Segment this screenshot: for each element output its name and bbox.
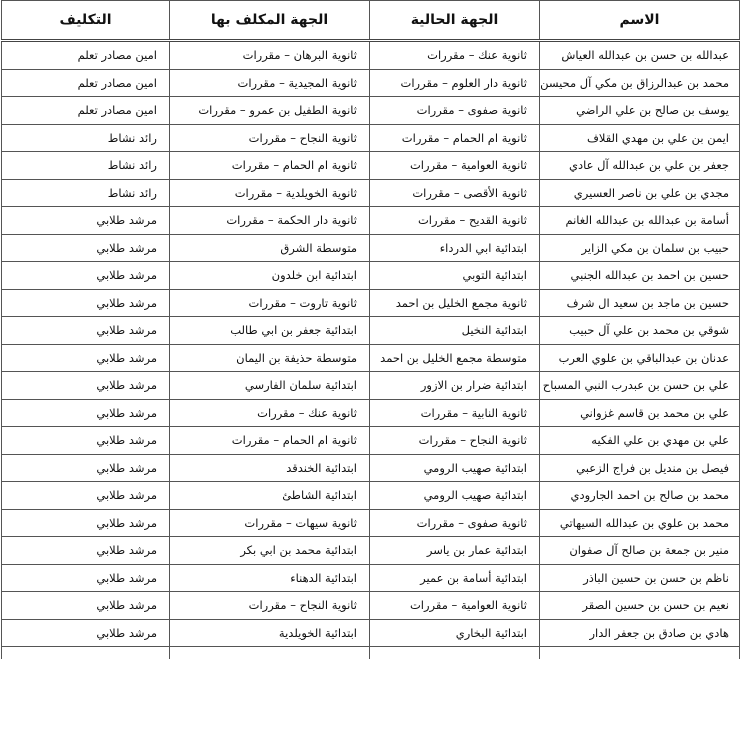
cell-name: مجدي بن علي بن ناصر العسيري (540, 179, 740, 207)
table-row (2, 207, 740, 235)
cell-assigned-entity: ابتدائية سلمان الفارسي (170, 372, 370, 400)
cell-name: محمد بن علوي بن عبدالله السيهاتي (540, 509, 740, 537)
cell-current-entity: ثانوية ام الحمام – مقررات (370, 124, 540, 152)
cell-assigned-entity: متوسطة الشرق (170, 234, 370, 262)
table-row (2, 262, 740, 290)
cell-task: مرشد طلابي (2, 454, 170, 482)
cell-current-entity: ثانوية العوامية – مقررات (370, 592, 540, 620)
cell-task: مرشد طلابي (2, 289, 170, 317)
table-body (2, 41, 740, 660)
cell-assigned-entity: ثانوية الخويلدية – مقررات (170, 179, 370, 207)
cell-assigned-entity: متوسطة حذيفة بن اليمان (170, 344, 370, 372)
cell-assigned-entity: ثانوية تاروت – مقررات (170, 289, 370, 317)
cell-current-entity: ابتدائية النخيل (370, 317, 540, 345)
table-row (2, 482, 740, 510)
cell-task: مرشد طلابي (2, 344, 170, 372)
cell-task: مرشد طلابي (2, 482, 170, 510)
cell-name: أسامة بن عبدالله بن عبدالله الغانم (540, 207, 740, 235)
cell-assigned-entity: ابتدائية الخندقد (170, 454, 370, 482)
cell-name: يوسف بن صالح بن علي الراضي (540, 97, 740, 125)
cell-name: ناظم بن حسن بن حسين الباذر (540, 564, 740, 592)
cell-task: مرشد طلابي (2, 619, 170, 647)
cell-assigned-entity: ثانوية الطفيل بن عمرو – مقررات (170, 97, 370, 125)
cell-task: رائد نشاط (2, 152, 170, 180)
cell-assigned-entity: ثانوية النجاح – مقررات (170, 592, 370, 620)
empty-cell (370, 647, 540, 660)
cell-assigned-entity: ثانوية عنك – مقررات (170, 399, 370, 427)
cell-assigned-entity: ثانوية دار الحكمة – مقررات (170, 207, 370, 235)
cell-task: مرشد طلابي (2, 372, 170, 400)
cell-current-entity: ثانوية دار العلوم – مقررات (370, 69, 540, 97)
cell-task: مرشد طلابي (2, 537, 170, 565)
cell-task: مرشد طلابي (2, 427, 170, 455)
header-row (2, 1, 740, 41)
table-row (2, 427, 740, 455)
cell-current-entity: ثانوية النجاح – مقررات (370, 427, 540, 455)
cell-assigned-entity: ابتدائية ابن خلدون (170, 262, 370, 290)
empty-cell (2, 647, 170, 660)
cell-name: هادي بن صادق بن جعفر الدار (540, 619, 740, 647)
table-row (2, 619, 740, 647)
cell-name: حسين بن احمد بن عبدالله الجنبي (540, 262, 740, 290)
cell-name: شوقي بن محمد بن علي آل حبيب (540, 317, 740, 345)
empty-cell (170, 647, 370, 660)
cell-task: امين مصادر تعلم (2, 69, 170, 97)
cell-assigned-entity: ابتدائية الخويلدية (170, 619, 370, 647)
cell-current-entity: ابتدائية البخاري (370, 619, 540, 647)
cell-current-entity: ابتدائية صهيب الرومي (370, 482, 540, 510)
cell-current-entity: ابتدائية عمار بن ياسر (370, 537, 540, 565)
table-row (2, 399, 740, 427)
cell-name: نعيم بن حسن بن حسين الصقر (540, 592, 740, 620)
cell-task: رائد نشاط (2, 124, 170, 152)
cell-task: مرشد طلابي (2, 592, 170, 620)
table-row (2, 97, 740, 125)
table-row (2, 537, 740, 565)
table-row (2, 454, 740, 482)
table-row (2, 124, 740, 152)
cell-task: مرشد طلابي (2, 509, 170, 537)
cell-assigned-entity: ثانوية سيهات – مقررات (170, 509, 370, 537)
header-task: التكليف (2, 1, 170, 41)
cell-assigned-entity: ابتدائية الدهناء (170, 564, 370, 592)
cell-current-entity: ثانوية العوامية – مقررات (370, 152, 540, 180)
cell-name: فيصل بن منديل بن فراج الزعبي (540, 454, 740, 482)
cell-assigned-entity: ابتدائية محمد بن ابي بكر (170, 537, 370, 565)
cell-current-entity: ثانوية القديح – مقررات (370, 207, 540, 235)
table-row (2, 179, 740, 207)
cell-current-entity: ابتدائية صهيب الرومي (370, 454, 540, 482)
table-row (2, 41, 740, 70)
cell-task: مرشد طلابي (2, 564, 170, 592)
cell-current-entity: ثانوية صفوى – مقررات (370, 97, 540, 125)
cell-current-entity: ابتدائية ضرار بن الازور (370, 372, 540, 400)
header-name: الاسم (540, 1, 740, 41)
cell-current-entity: ثانوية صفوى – مقررات (370, 509, 540, 537)
cell-task: مرشد طلابي (2, 262, 170, 290)
cell-name: عدنان بن عبدالباقي بن علوي العرب (540, 344, 740, 372)
cell-current-entity: ثانوية الأقصى – مقررات (370, 179, 540, 207)
cell-current-entity: متوسطة مجمع الخليل بن احمد (370, 344, 540, 372)
cell-name: منير بن جمعة بن صالح آل صفوان (540, 537, 740, 565)
cell-current-entity: ثانوية النابية – مقررات (370, 399, 540, 427)
table-row-partial (2, 647, 740, 660)
cell-task: مرشد طلابي (2, 317, 170, 345)
cell-name: حسين بن ماجد بن سعيد ال شرف (540, 289, 740, 317)
cell-assigned-entity: ثانوية ام الحمام – مقررات (170, 427, 370, 455)
cell-task: امين مصادر تعلم (2, 97, 170, 125)
cell-name: عبدالله بن حسن بن عبدالله العياش (540, 41, 740, 70)
table-row (2, 344, 740, 372)
table-row (2, 509, 740, 537)
cell-current-entity: ثانوية مجمع الخليل بن احمد (370, 289, 540, 317)
cell-name: علي بن محمد بن قاسم غزواني (540, 399, 740, 427)
cell-assigned-entity: ثانوية المجيدية – مقررات (170, 69, 370, 97)
assignments-table (1, 0, 740, 659)
cell-assigned-entity: ثانوية النجاح – مقررات (170, 124, 370, 152)
cell-task: مرشد طلابي (2, 234, 170, 262)
assignments-sheet (2, 0, 740, 659)
cell-current-entity: ابتدائية ابي الدرداء (370, 234, 540, 262)
cell-name: محمد بن عبدالرزاق بن مكي آل محيسن (540, 69, 740, 97)
cell-assigned-entity: ابتدائية جعفر بن ابي طالب (170, 317, 370, 345)
cell-name: علي بن حسن بن عبدرب النبي المسباح (540, 372, 740, 400)
table-row (2, 317, 740, 345)
cell-task: مرشد طلابي (2, 207, 170, 235)
cell-task: امين مصادر تعلم (2, 41, 170, 70)
table-row (2, 372, 740, 400)
cell-task: مرشد طلابي (2, 399, 170, 427)
cell-name: علي بن مهدي بن علي الفكيه (540, 427, 740, 455)
table-row (2, 234, 740, 262)
cell-name: ايمن بن علي بن مهدي القلاف (540, 124, 740, 152)
cell-name: محمد بن صالح بن احمد الجارودي (540, 482, 740, 510)
table-row (2, 69, 740, 97)
cell-current-entity: ابتدائية التوبي (370, 262, 540, 290)
cell-current-entity: ثانوية عنك – مقررات (370, 41, 540, 70)
table-row (2, 592, 740, 620)
table-row (2, 289, 740, 317)
header-current-entity: الجهة الحالية (370, 1, 540, 41)
table-header (2, 1, 740, 41)
cell-name: حبيب بن سلمان بن مكي الزاير (540, 234, 740, 262)
header-assigned-entity: الجهة المكلف بها (170, 1, 370, 41)
table-row (2, 564, 740, 592)
cell-assigned-entity: ثانوية ام الحمام – مقررات (170, 152, 370, 180)
cell-name: جعفر بن علي بن عبدالله آل عادي (540, 152, 740, 180)
cell-assigned-entity: ابتدائية الشاطئ (170, 482, 370, 510)
cell-task: رائد نشاط (2, 179, 170, 207)
empty-cell (540, 647, 740, 660)
cell-assigned-entity: ثانوية البرهان – مقررات (170, 41, 370, 70)
cell-current-entity: ابتدائية أسامة بن عمير (370, 564, 540, 592)
table-row (2, 152, 740, 180)
